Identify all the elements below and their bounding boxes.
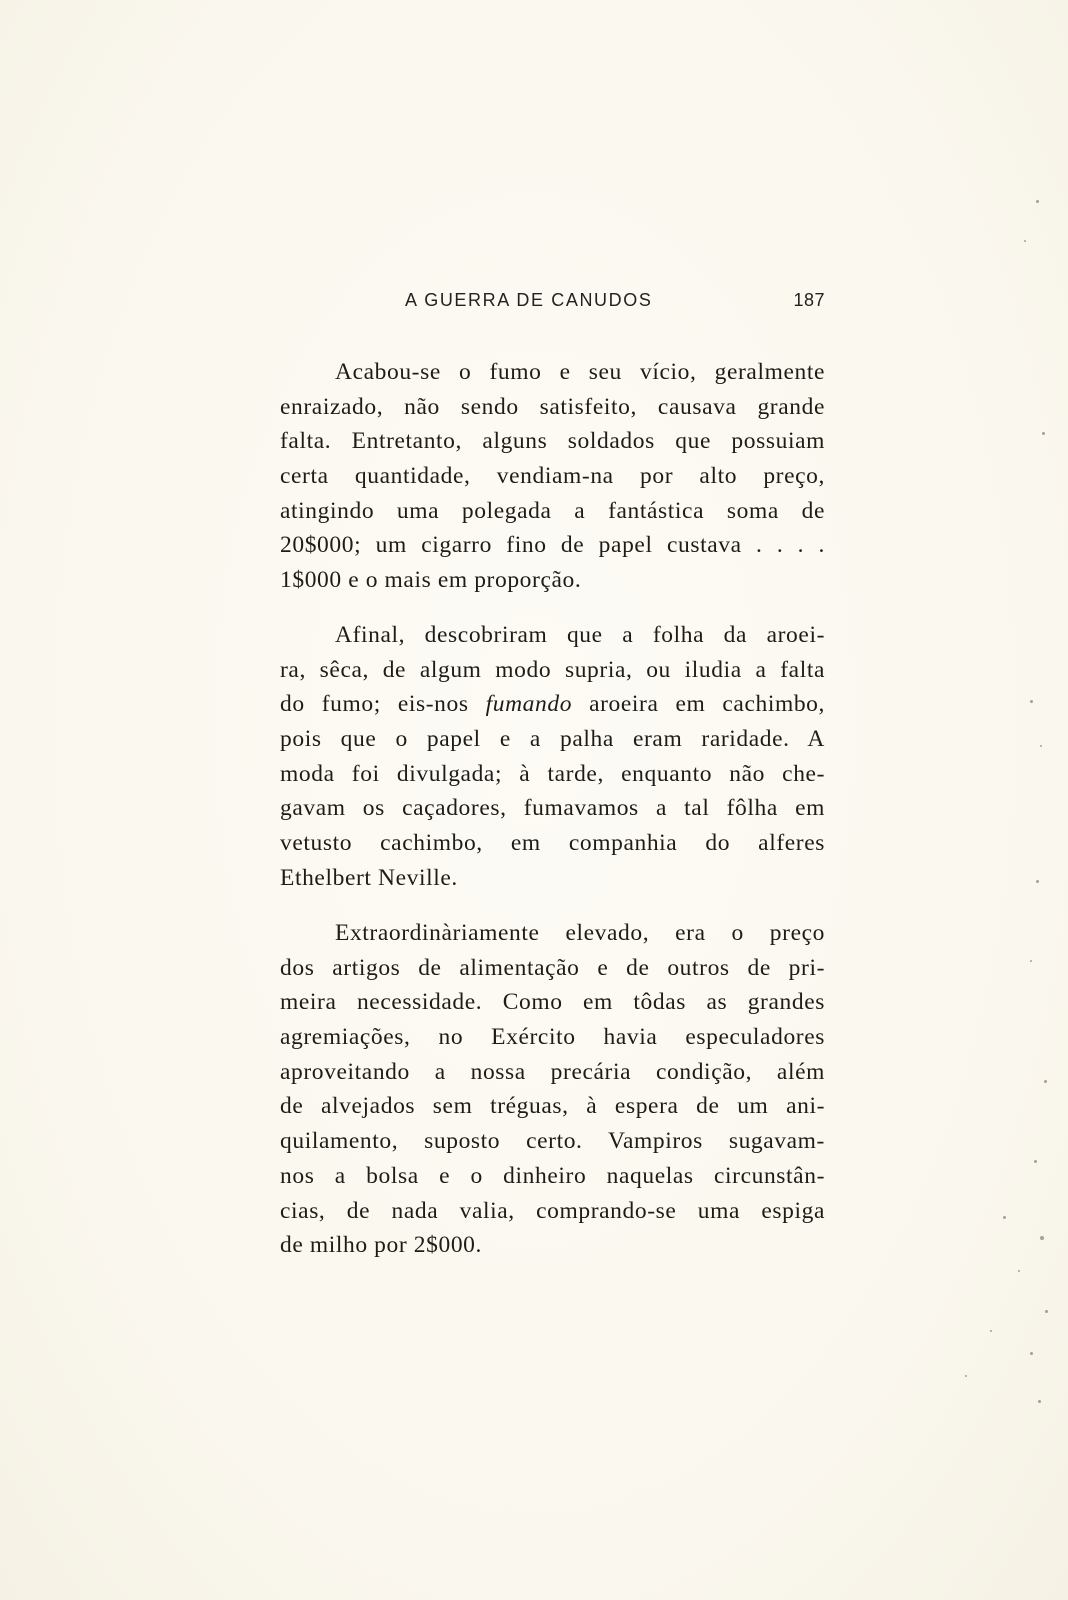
text-line: meira necessidade. Como em tôdas as grandes: [280, 989, 825, 1016]
text-line: aproveitando a nossa precária condição, além: [280, 1058, 825, 1085]
text-line: ra, sêca, de algum modo supria, ou iludia a falta: [280, 656, 825, 683]
foxing-speck: [1030, 960, 1032, 962]
foxing-speck: [1040, 745, 1042, 747]
text-line: Ethelbert Neville.: [280, 864, 458, 891]
text-line: pois que o papel e a palha eram raridade. A: [280, 726, 825, 753]
foxing-speck: [1030, 1352, 1033, 1355]
text-line: moda foi divulgada; à tarde, enquanto não che-: [280, 760, 825, 787]
text-line: de milho por 2$000.: [280, 1232, 482, 1259]
text-line: vetusto cachimbo, em companhia do alferes: [280, 830, 825, 857]
text-line: 1$000 e o mais em proporção.: [280, 567, 582, 594]
text-segment: aroeira em cachimbo,: [589, 691, 826, 718]
foxing-speck: [990, 1330, 992, 1332]
foxing-speck: [1045, 1310, 1048, 1313]
text-line: enraizado, não sendo satisfeito, causava grande: [280, 393, 825, 420]
text-line: Acabou-se o fumo e seu vício, geralmente: [335, 359, 825, 385]
text-line: cias, de nada valia, comprando-se uma espiga: [280, 1197, 825, 1224]
foxing-speck: [1024, 240, 1026, 242]
text-line: nos a bolsa e o dinheiro naquelas circunstân-: [280, 1162, 825, 1189]
foxing-speck: [1003, 1216, 1006, 1219]
text-line: certa quantidade, vendiam-na por alto preço,: [280, 463, 825, 490]
text-line: Extraordinàriamente elevado, era o preço: [335, 920, 825, 946]
italic-word: fumando: [485, 691, 573, 718]
foxing-speck: [1018, 1270, 1020, 1272]
text-line: agremiações, no Exército havia especuladores: [280, 1024, 825, 1051]
foxing-speck: [1038, 1400, 1041, 1403]
text-line: 20$000; um cigarro fino de papel custava . . . .: [280, 532, 825, 559]
running-head: [405, 290, 825, 320]
text-line: gavam os caçadores, fumavamos a tal fôlha em: [280, 795, 825, 822]
foxing-speck: [1030, 700, 1033, 703]
foxing-speck: [1040, 1236, 1044, 1240]
text-line: falta. Entretanto, alguns soldados que possuiam: [280, 428, 825, 455]
foxing-speck: [965, 1375, 967, 1377]
paragraph-1: [280, 355, 825, 598]
text-line: Afinal, descobriram que a folha da aroei-: [335, 622, 825, 648]
text-line: dos artigos de alimentação e de outros de pri-: [280, 954, 825, 981]
paragraph-2: [280, 618, 825, 896]
page-number: 187: [793, 290, 825, 310]
text-line: quilamento, suposto certo. Vampiros sugavam-: [280, 1128, 825, 1155]
text-segment: do fumo; eis-nos: [280, 691, 469, 718]
paragraph-3: [280, 916, 825, 1263]
text-line: atingindo uma polegada a fantástica soma de: [280, 497, 825, 524]
foxing-speck: [1036, 880, 1039, 883]
foxing-speck: [1036, 200, 1039, 203]
running-head-title: A GUERRA DE CANUDOS: [405, 290, 653, 310]
foxing-speck: [1042, 432, 1045, 435]
text-line: de alvejados sem tréguas, à espera de um ani-: [280, 1093, 825, 1120]
text-line-with-italic: [280, 687, 825, 722]
foxing-speck: [1034, 1160, 1037, 1163]
foxing-speck: [1044, 1080, 1047, 1083]
